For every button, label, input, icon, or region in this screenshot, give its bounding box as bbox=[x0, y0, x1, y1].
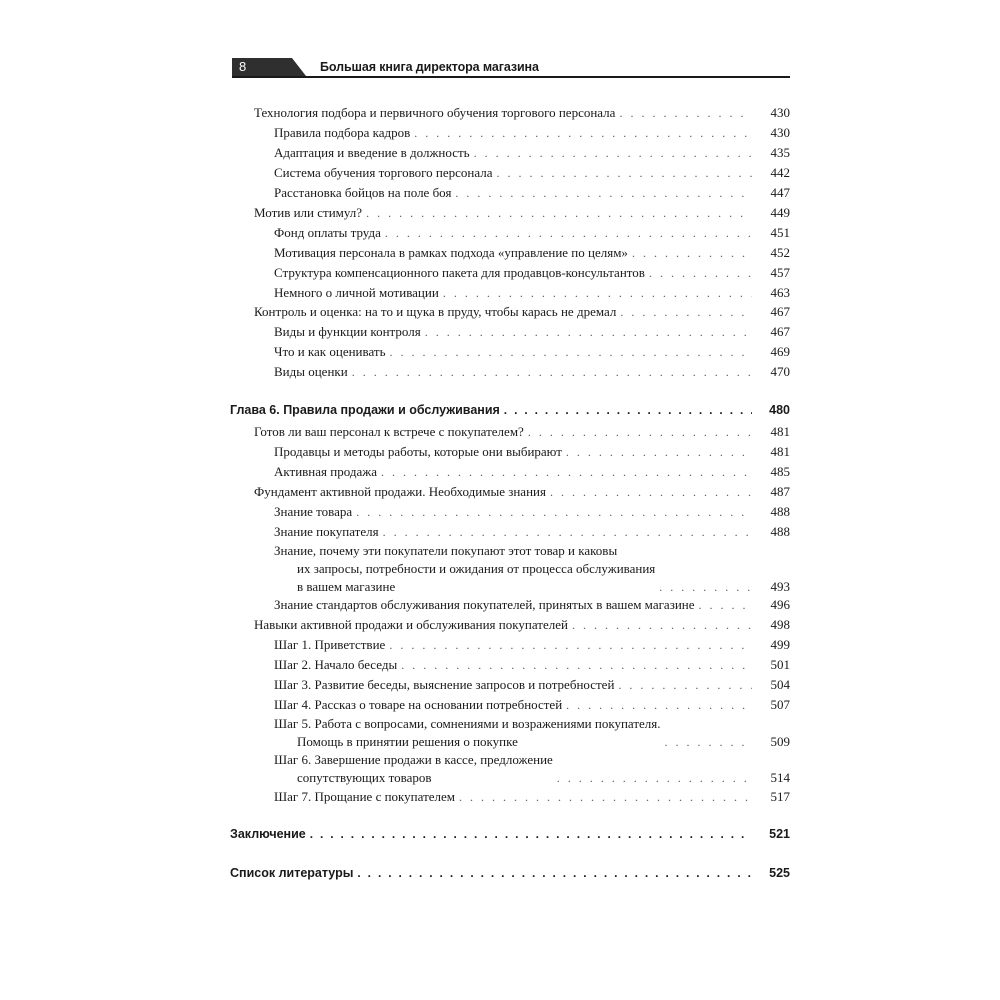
toc-entry-title: Знание товара bbox=[274, 504, 353, 519]
toc-entry-title: Готов ли ваш персонал к встрече с покупателем? bbox=[254, 424, 524, 439]
toc-entry-title bbox=[274, 715, 661, 751]
toc-entry-page: 509 bbox=[770, 734, 790, 749]
toc-entry-page: 451 bbox=[770, 225, 790, 240]
toc-entry-title: Активная продажа bbox=[274, 464, 377, 479]
toc-entry-page: 435 bbox=[770, 145, 790, 160]
toc-entry bbox=[230, 343, 790, 361]
dot-leader bbox=[550, 483, 752, 501]
dot-leader bbox=[632, 244, 752, 262]
header-rule bbox=[232, 76, 790, 78]
toc-entry-title-line: их запросы, потребности и ожидания от процесса обслуживания bbox=[297, 561, 656, 576]
toc-entry bbox=[230, 104, 790, 122]
dot-leader bbox=[414, 124, 752, 142]
toc-entry-page: 430 bbox=[770, 125, 790, 140]
dot-leader bbox=[352, 363, 752, 381]
toc-entry-title: Знание стандартов обслуживания покупателей, принятых в вашем магазине bbox=[274, 597, 695, 612]
toc-entry-page: 487 bbox=[770, 484, 790, 499]
toc-entry-page: 467 bbox=[770, 324, 790, 339]
toc-entry-title: Мотив или стимул? bbox=[254, 205, 363, 220]
toc-entry bbox=[230, 224, 790, 242]
toc-chapter-entry bbox=[230, 864, 790, 882]
toc-entry bbox=[230, 323, 790, 341]
dot-leader bbox=[699, 596, 752, 614]
page-number-tab-shape bbox=[292, 58, 306, 76]
toc-entry-page: 470 bbox=[770, 364, 790, 379]
toc-entry-title bbox=[274, 542, 655, 596]
toc-entry-title-line: Шаг 6. Завершение продажи в кассе, предложение bbox=[274, 752, 553, 767]
dot-leader bbox=[385, 224, 752, 242]
toc-entry-title: Шаг 4. Рассказ о товаре на основании потребностей bbox=[274, 697, 563, 712]
toc-entry-title: Навыки активной продажи и обслуживания покупателей bbox=[254, 617, 568, 632]
toc-entry bbox=[230, 636, 790, 654]
dot-leader bbox=[557, 769, 752, 787]
toc-entry-title: Технология подбора и первичного обучения торгового персонала bbox=[254, 105, 616, 120]
toc-entry bbox=[230, 715, 790, 751]
dot-leader bbox=[443, 284, 752, 302]
toc-entry bbox=[230, 751, 790, 787]
dot-leader bbox=[619, 104, 752, 122]
running-header bbox=[232, 56, 790, 78]
toc-entry-title bbox=[274, 751, 553, 787]
toc-entry-title-line: Знание, почему эти покупатели покупают этот товар и каковы bbox=[274, 543, 618, 558]
dot-leader bbox=[504, 401, 752, 419]
toc-entry-title: Что и как оценивать bbox=[274, 344, 386, 359]
toc-entry bbox=[230, 676, 790, 694]
toc-entry-title: Продавцы и методы работы, которые они выбирают bbox=[274, 444, 562, 459]
dot-leader bbox=[389, 636, 752, 654]
toc-entry-page: 504 bbox=[770, 677, 790, 692]
dot-leader bbox=[497, 164, 753, 182]
dot-leader bbox=[474, 144, 752, 162]
toc-entry-page: 499 bbox=[770, 637, 790, 652]
toc-entry-page: 517 bbox=[770, 789, 790, 804]
toc-entry bbox=[230, 363, 790, 381]
dot-leader bbox=[455, 184, 752, 202]
toc-entry bbox=[230, 463, 790, 481]
toc-entry-page: 488 bbox=[770, 504, 790, 519]
book-title: Большая книга директора магазина bbox=[320, 60, 539, 74]
toc-entry bbox=[230, 696, 790, 714]
toc-entry bbox=[230, 423, 790, 441]
dot-leader bbox=[401, 656, 752, 674]
toc-entry-page: 463 bbox=[770, 285, 790, 300]
toc-entry-title-line: Помощь в принятии решения о покупке bbox=[297, 734, 518, 749]
dot-leader bbox=[357, 864, 752, 882]
toc-entry-title: Мотивация персонала в рамках подхода «управление по целям» bbox=[274, 245, 628, 260]
toc-entry-title: Шаг 7. Прощание с покупателем bbox=[274, 789, 456, 804]
toc-entry-title-line: в вашем магазине bbox=[297, 579, 396, 594]
toc-entry-page: 447 bbox=[770, 185, 790, 200]
page-number: 8 bbox=[232, 58, 292, 76]
toc-entry-page: 521 bbox=[769, 827, 790, 841]
toc-entry-title: Шаг 3. Развитие беседы, выяснение запросов и потребностей bbox=[274, 677, 615, 692]
dot-leader bbox=[659, 578, 752, 596]
dot-leader bbox=[649, 264, 752, 282]
dot-leader bbox=[620, 303, 752, 321]
toc-entry bbox=[230, 264, 790, 282]
toc-entry bbox=[230, 483, 790, 501]
toc-entry bbox=[230, 124, 790, 142]
toc-entry bbox=[230, 303, 790, 321]
toc-entry-title: Заключение bbox=[230, 827, 306, 841]
toc-entry-page: 525 bbox=[769, 866, 790, 880]
toc-entry-page: 457 bbox=[770, 265, 790, 280]
dot-leader bbox=[618, 676, 752, 694]
toc-entry-page: 469 bbox=[770, 344, 790, 359]
toc-entry bbox=[230, 443, 790, 461]
toc-entry-page: 442 bbox=[770, 165, 790, 180]
toc-entry-title: Знание покупателя bbox=[274, 524, 379, 539]
toc-entry bbox=[230, 788, 790, 806]
dot-leader bbox=[572, 616, 752, 634]
toc-entry-page: 493 bbox=[770, 579, 790, 594]
toc-entry-page: 501 bbox=[770, 657, 790, 672]
toc-entry bbox=[230, 244, 790, 262]
toc-entry bbox=[230, 503, 790, 521]
toc-entry-title: Структура компенсационного пакета для продавцов-консультантов bbox=[274, 265, 645, 280]
toc-entry-title: Контроль и оценка: на то и щука в пруду, чтобы карась не дремал bbox=[254, 304, 617, 319]
toc-entry-title: Адаптация и введение в должность bbox=[274, 145, 470, 160]
toc-entry-title: Виды и функции контроля bbox=[274, 324, 421, 339]
toc-entry-page: 514 bbox=[770, 770, 790, 785]
toc-entry-title: Список литературы bbox=[230, 866, 354, 880]
toc-entry-page: 449 bbox=[770, 205, 790, 220]
toc-entry bbox=[230, 542, 790, 596]
toc-entry bbox=[230, 144, 790, 162]
toc-entry-title: Система обучения торгового персонала bbox=[274, 165, 493, 180]
toc-entry-page: 488 bbox=[770, 524, 790, 539]
toc-entry-page: 480 bbox=[769, 403, 790, 417]
toc-chapter-entry bbox=[230, 401, 790, 419]
toc-entry-title: Шаг 1. Приветствие bbox=[274, 637, 386, 652]
dot-leader bbox=[528, 423, 752, 441]
toc-entry bbox=[230, 616, 790, 634]
toc-entry-title: Шаг 2. Начало беседы bbox=[274, 657, 398, 672]
toc-entry-page: 481 bbox=[770, 444, 790, 459]
toc-entry bbox=[230, 184, 790, 202]
dot-leader bbox=[566, 696, 752, 714]
toc-entry bbox=[230, 596, 790, 614]
dot-leader bbox=[356, 503, 752, 521]
dot-leader bbox=[566, 443, 752, 461]
dot-leader bbox=[665, 733, 752, 751]
toc-entry-title-line: Шаг 5. Работа с вопросами, сомнениями и возражениями покупателя. bbox=[274, 716, 661, 731]
toc-entry-page: 430 bbox=[770, 105, 790, 120]
dot-leader bbox=[381, 463, 752, 481]
dot-leader bbox=[390, 343, 752, 361]
toc-entry-title: Виды оценки bbox=[274, 364, 348, 379]
toc-chapter-entry bbox=[230, 825, 790, 843]
toc-entry bbox=[230, 204, 790, 222]
dot-leader bbox=[383, 523, 752, 541]
dot-leader bbox=[366, 204, 752, 222]
toc-entry bbox=[230, 284, 790, 302]
toc-entry bbox=[230, 523, 790, 541]
toc-entry-title: Немного о личной мотивации bbox=[274, 285, 439, 300]
toc-entry bbox=[230, 656, 790, 674]
dot-leader bbox=[459, 788, 752, 806]
toc-entry-title: Правила подбора кадров bbox=[274, 125, 411, 140]
toc-entry-title-line: сопутствующих товаров bbox=[297, 770, 432, 785]
toc-entry-page: 485 bbox=[770, 464, 790, 479]
toc-entry-page: 481 bbox=[770, 424, 790, 439]
toc-entry-page: 507 bbox=[770, 697, 790, 712]
toc-entry-page: 467 bbox=[770, 304, 790, 319]
toc-entry-title: Глава 6. Правила продажи и обслуживания bbox=[230, 403, 500, 417]
dot-leader bbox=[425, 323, 752, 341]
toc-entry bbox=[230, 164, 790, 182]
toc-entry-title: Фонд оплаты труда bbox=[274, 225, 381, 240]
toc-entry-page: 496 bbox=[770, 597, 790, 612]
toc-entry-title: Расстановка бойцов на поле боя bbox=[274, 185, 452, 200]
toc-entry-page: 452 bbox=[770, 245, 790, 260]
toc-entry-page: 498 bbox=[770, 617, 790, 632]
dot-leader bbox=[310, 825, 752, 843]
toc-entry-title: Фундамент активной продажи. Необходимые знания bbox=[254, 484, 546, 499]
